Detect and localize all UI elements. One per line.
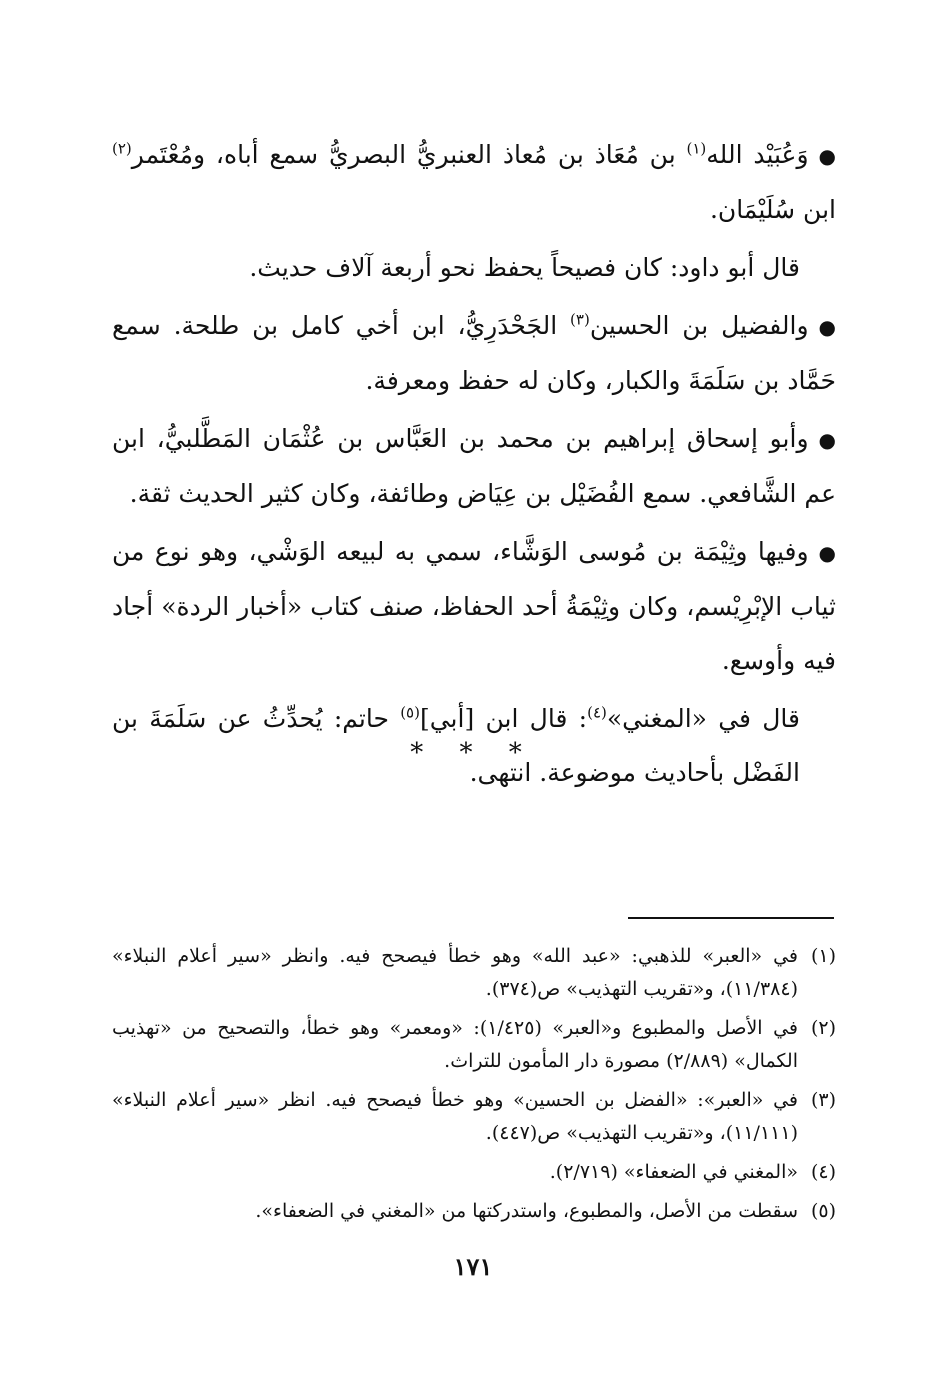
bullet-icon: ● [818,144,836,168]
paragraph-text: ابن سُلَيْمَان. [709,195,836,224]
paragraph-text: والفضيل بن الحسين [589,311,809,340]
footnotes [112,940,836,1234]
footnote-number: (٤) [810,1161,836,1183]
main-text [112,128,836,804]
paragraph-text: قال أبو داود: كان فصيحاً يحفظ نحو أربعة آلاف حديث. [249,253,800,282]
footnote-ref-5[interactable]: (٥) [400,703,420,722]
paragraph-text: حاتم: يُحدِّثُ عن سَلَمَةَ بن الفَضْل بأحاديث موضوعة. انتهى. [112,704,800,787]
footnote [112,940,836,1006]
footnote-text: في «العبر» للذهبي: «عبد الله» وهو خطأ فيصحح فيه. وانظر «سير أعلام النبلاء» (١١/٣٨٤)، و«تقريب التهذيب» ص(٣٧٤). [112,945,798,1000]
footnote [112,1195,836,1228]
footnote-divider [628,917,834,919]
paragraph-ubaydullah [112,128,836,237]
footnote-number: (١) [810,945,836,967]
bullet-icon: ● [818,428,836,452]
footnote [112,1012,836,1078]
footnote-ref-1[interactable]: (١) [686,139,707,158]
page-number: ١٧١ [453,1252,493,1281]
paragraph-text: قال في «المغني» [606,704,800,733]
footnote [112,1156,836,1189]
paragraph-text: بن مُعَاذ بن مُعاذ العنبريُّ البصريُّ سمع أباه، ومُعْتَمر [131,140,687,169]
paragraph-text: وفيها وثِيْمَة بن مُوسى الوَشَّاء، سمي به لبيعه الوَشْي، وهو نوع من ثياب الإبْرِيْسم، وكان وثِيْمَةُ أحد الحفاظ، صنف كتاب «أخبار الردة» أجاد فيه وأوسع. [112,537,836,675]
paragraph-text: : قال ابن [أبي] [419,704,588,733]
paragraph-text: الجَحْدَرِيُّ، ابن أخي كامل بن طلحة. سمع حَمَّاد بن سَلَمَةَ والكبار، وكان له حفظ ومعرفة. [112,311,836,395]
footnote-ref-3[interactable]: (٣) [570,310,590,329]
bullet-icon: ● [818,541,836,565]
footnote-number: (٥) [810,1200,836,1222]
bullet-icon: ● [818,315,836,339]
footnote-text: سقطت من الأصل، والمطبوع، واستدركتها من «المغني في الضعفاء». [255,1200,798,1222]
footnote-number: (٣) [810,1089,836,1111]
paragraph-wathima [112,525,836,688]
footnote [112,1084,836,1150]
paragraph-abu-ishaq [112,412,836,521]
footnote-text: في الأصل والمطبوع و«العبر» (١/٤٢٥): «ومعمر» وهو خطأ، والتصحيح من «تهذيب الكمال» (٢/٨٨٩) مصورة دار المأمون للتراث. [112,1017,798,1072]
footnote-number: (٢) [810,1017,836,1039]
footnote-text: «المغني في الضعفاء» (٢/٧١٩). [549,1161,798,1183]
footnote-ref-4[interactable]: (٤) [587,703,607,722]
footnote-text: في «العبر»: «الفضل بن الحسين» وهو خطأ فيصحح فيه. انظر «سير أعلام النبلاء» (١١/١١١)، و«تقريب التهذيب» ص(٤٤٧). [112,1089,798,1144]
paragraph-text: وأبو إسحاق إبراهيم بن محمد بن العَبَّاس بن عُثْمَان المَطَّلبيُّ، ابن عم الشَّافعي. سمع الفُضَيْل بن عِيَاض وطائفة، وكان كثير الحديث ثقة. [112,424,836,508]
footnote-ref-2[interactable]: (٢) [112,139,132,158]
section-separator: * * * [410,738,536,768]
paragraph-text: وَعُبَيْد الله [706,140,809,169]
paragraph-fudayl [112,299,836,408]
paragraph-abu-dawud [112,241,836,295]
